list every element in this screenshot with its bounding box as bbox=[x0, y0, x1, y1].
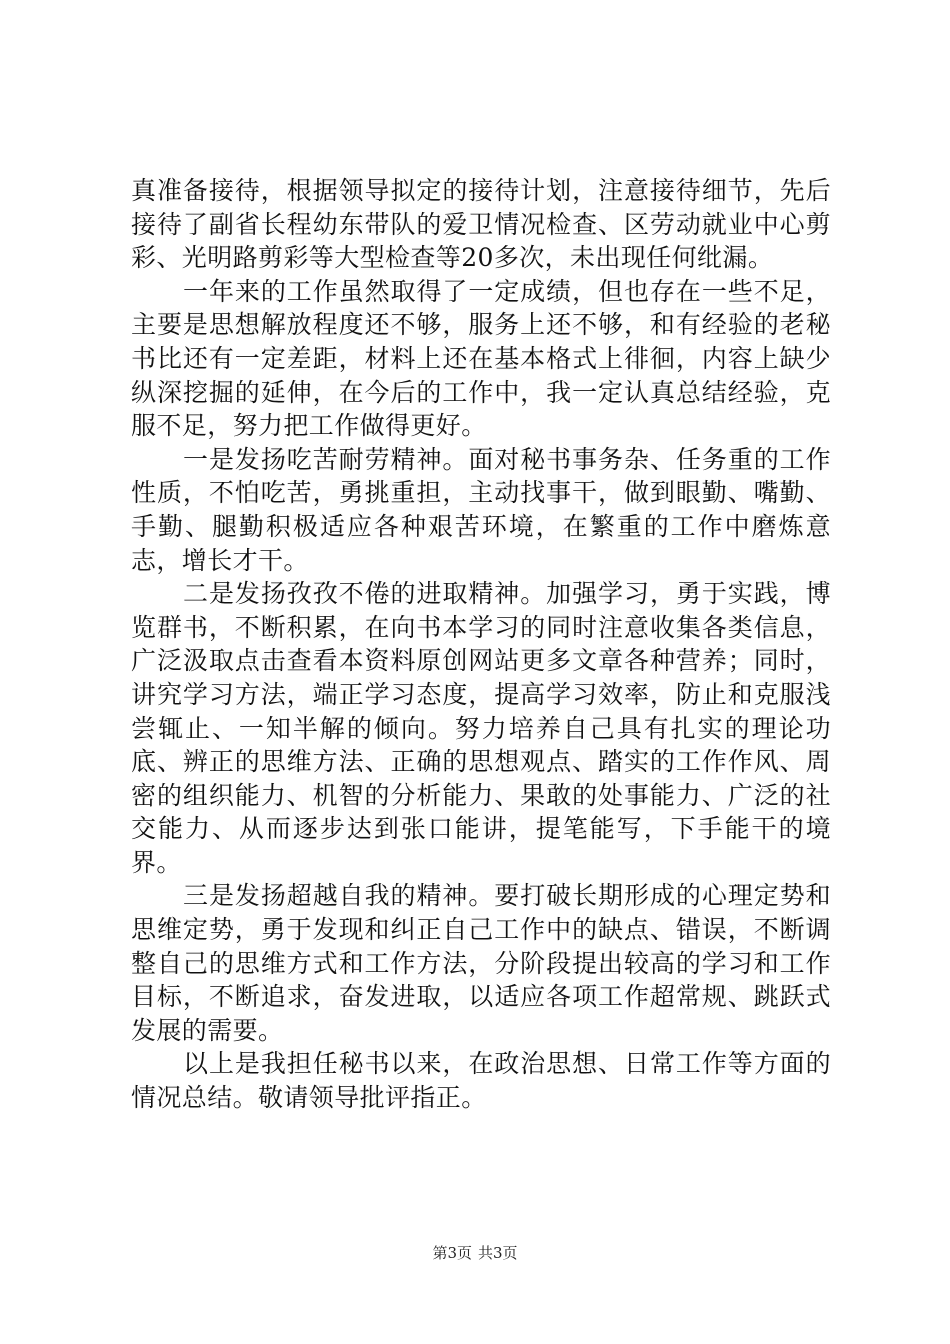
paragraph-point-one: 一是发扬吃苦耐劳精神。面对秘书事务杂、任务重的工作性质，不怕吃苦，勇挑重担，主动找事干，做到眼勤、嘴勤、手勤、腿勤积极适应各种艰苦环境，在繁重的工作中磨炼意志，增长才干。 bbox=[131, 444, 831, 575]
page-footer bbox=[0, 1243, 950, 1263]
page-total: 共3页 bbox=[478, 1244, 518, 1262]
paragraph-point-two: 二是发扬孜孜不倦的进取精神。加强学习，勇于实践，博览群书，不断积累，在向书本学习的同时注意收集各类信息，广泛汲取点击查看本资料原创网站更多文章各种营养；同时，讲究学习方法，端正学习态度，提高学习效率，防止和克服浅尝辄止、一知半解的倾向。努力培养自己具有扎实的理论功底、辨正的思维方法、正确的思想观点、踏实的工作作风、周密的组织能力、机智的分析能力、果敢的处事能力、广泛的社交能力、从而逐步达到张口能讲，提笔能写，下手能干的境界。 bbox=[131, 579, 831, 877]
page-number: 第3页 bbox=[432, 1244, 472, 1262]
paragraph-conclusion: 以上是我担任秘书以来，在政治思想、日常工作等方面的情况总结。敬请领导批评指正。 bbox=[131, 1049, 831, 1113]
paragraph-shortcomings: 一年来的工作虽然取得了一定成绩，但也存在一些不足，主要是思想解放程度还不够，服务上还不够，和有经验的老秘书比还有一定差距，材料上还在基本格式上徘徊，内容上缺少纵深挖掘的延伸，在今后的工作中，我一定认真总结经验，克服不足，努力把工作做得更好。 bbox=[131, 276, 831, 441]
document-body bbox=[131, 174, 831, 1115]
paragraph-point-three: 三是发扬超越自我的精神。要打破长期形成的心理定势和思维定势，勇于发现和纠正自己工作中的缺点、错误，不断调整自己的思维方式和工作方法，分阶段提出较高的学习和工作目标，不断追求，奋发进取，以适应各项工作超常规、跳跃式发展的需要。 bbox=[131, 881, 831, 1045]
paragraph-continuation: 真准备接待，根据领导拟定的接待计划，注意接待细节，先后接待了副省长程幼东带队的爱卫情况检查、区劳动就业中心剪彩、光明路剪彩等大型检查等20多次，未出现任何纰漏。 bbox=[131, 176, 831, 273]
